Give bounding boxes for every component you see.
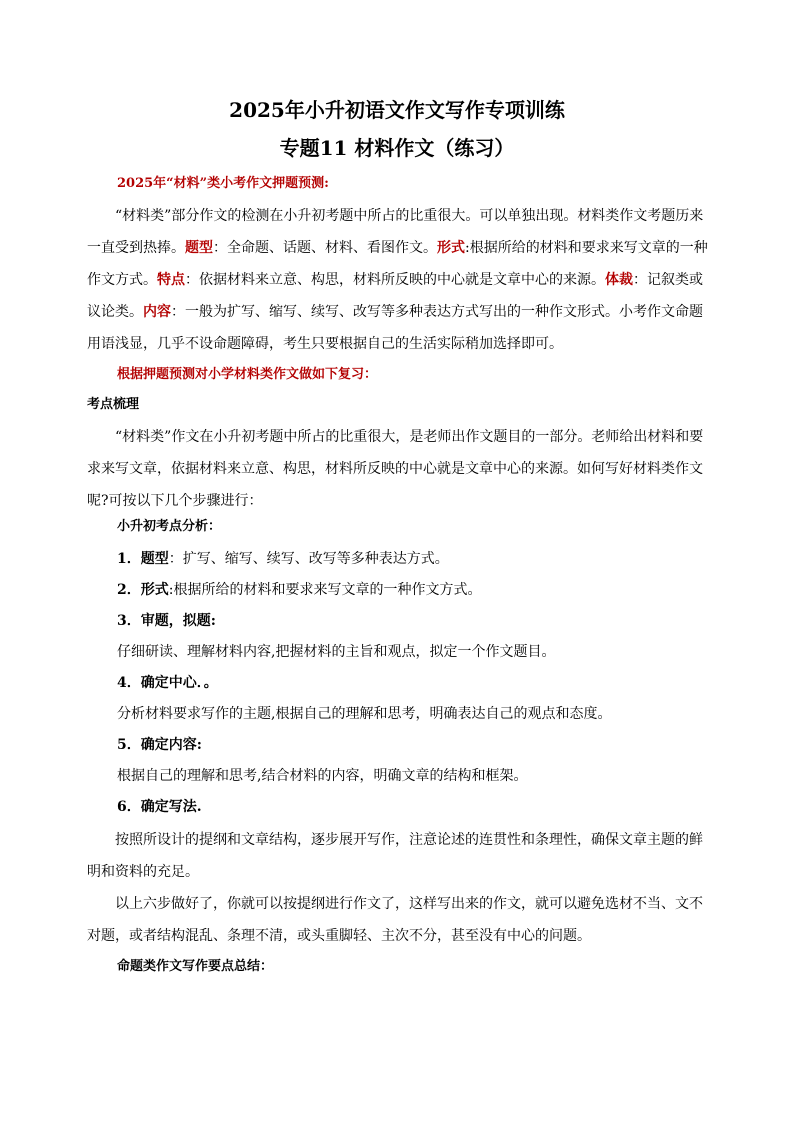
list-item: [117, 637, 717, 668]
document-subtitle: 专题11 材料作文（练习）: [279, 136, 515, 160]
label-ticai: 体裁: [605, 272, 633, 288]
item-label: 1．题型: [117, 551, 169, 567]
kaodian-paragraph: “材料类”作文在小升初考题中所占的比重很大，是老师出作文题目的一部分。老师给出材料和要求来写文章，依据材料来立意、构思，材料所反映的中心就是文章中心的来源。如何写好材料类作文呢?可按以下几个步骤进行：: [87, 429, 704, 509]
intro-text: “材料类”部分作文的检测在小升初考题中所占的比重很大。可以单独出现。材料类作文考题历来一直受到热捧。: [87, 208, 704, 256]
text-ticai: ：记叙类或议论类。: [87, 272, 703, 320]
final-paragraph-2: 以上六步做好了，你就可以按提纲进行作文了，这样写出来的作文，就可以避免选材不当、文不对题，或者结构混乱、条理不清，或头重脚轻、主次不分，甚至没有中心的问题。: [87, 896, 703, 944]
final-paragraph-1: 按照所设计的提纲和文章结构，逐步展开写作，注意论述的连贯性和条理性，确保文章主题的鲜明和资料的充足。: [87, 832, 703, 880]
list-item: [117, 792, 717, 823]
intro-paragraph: [87, 200, 709, 360]
text-neirong: ：一般为扩写、缩写、续写、改写等多种表达方式写出的一种作文形式。小考作文命题用语浅显，几乎不设命题障碍，考生只要根据自己的生活实际稍加选择即可。: [87, 304, 703, 352]
text-tixing: ：全命题、话题、材料、看图作文。: [213, 240, 437, 256]
item-text: 仔细研读、理解材料内容,把握材料的主旨和观点，拟定一个作文题目。: [117, 644, 556, 660]
summary-heading: 命题类作文写作要点总结：: [117, 959, 274, 974]
prediction-heading: 2025年“材料”类小考作文押题预测:: [117, 176, 329, 191]
list-item: [117, 575, 717, 606]
label-xingshi: 形式: [437, 240, 465, 256]
item-text: ：扩写、缩写、续写、改写等多种表达方式。: [168, 551, 449, 567]
kaodian-heading: 考点梳理: [87, 397, 140, 412]
list-item: [117, 730, 717, 761]
text-xingshi: :根据所给的材料和要求来写文章的一种作文方式。: [87, 240, 708, 288]
label-tixing: 题型: [185, 240, 213, 256]
label-neirong: 内容: [143, 304, 171, 320]
item-label: 6．确定写法.: [117, 799, 202, 815]
item-label: 4．确定中心．。: [117, 675, 218, 691]
item-text: :根据所给的材料和要求来写文章的一种作文方式。: [168, 582, 482, 598]
analysis-list: [117, 544, 717, 823]
list-item: [117, 668, 717, 699]
analysis-heading: 小升初考点分析：: [117, 519, 222, 534]
text-tedian: ：依据材料来立意、构思，材料所反映的中心就是文章中心的来源。: [185, 272, 605, 288]
list-item: [117, 606, 717, 637]
document-title: 2025年小升初语文作文写作专项训练: [229, 98, 565, 122]
label-tedian: 特点: [157, 272, 185, 288]
item-text: 分析材料要求写作的主题,根据自己的理解和思考，明确表达自己的观点和态度。: [117, 706, 612, 722]
list-item: [117, 544, 717, 575]
list-item: [117, 761, 717, 792]
item-text: 根据自己的理解和思考,结合材料的内容，明确文章的结构和框架。: [117, 768, 528, 784]
item-label: 2．形式: [117, 582, 169, 598]
item-label: 5．确定内容:: [117, 737, 202, 753]
item-label: 3．审题，拟题:: [117, 613, 216, 629]
review-heading: 根据押题预测对小学材料类作文做如下复习：: [117, 367, 378, 382]
list-item: [117, 699, 717, 730]
